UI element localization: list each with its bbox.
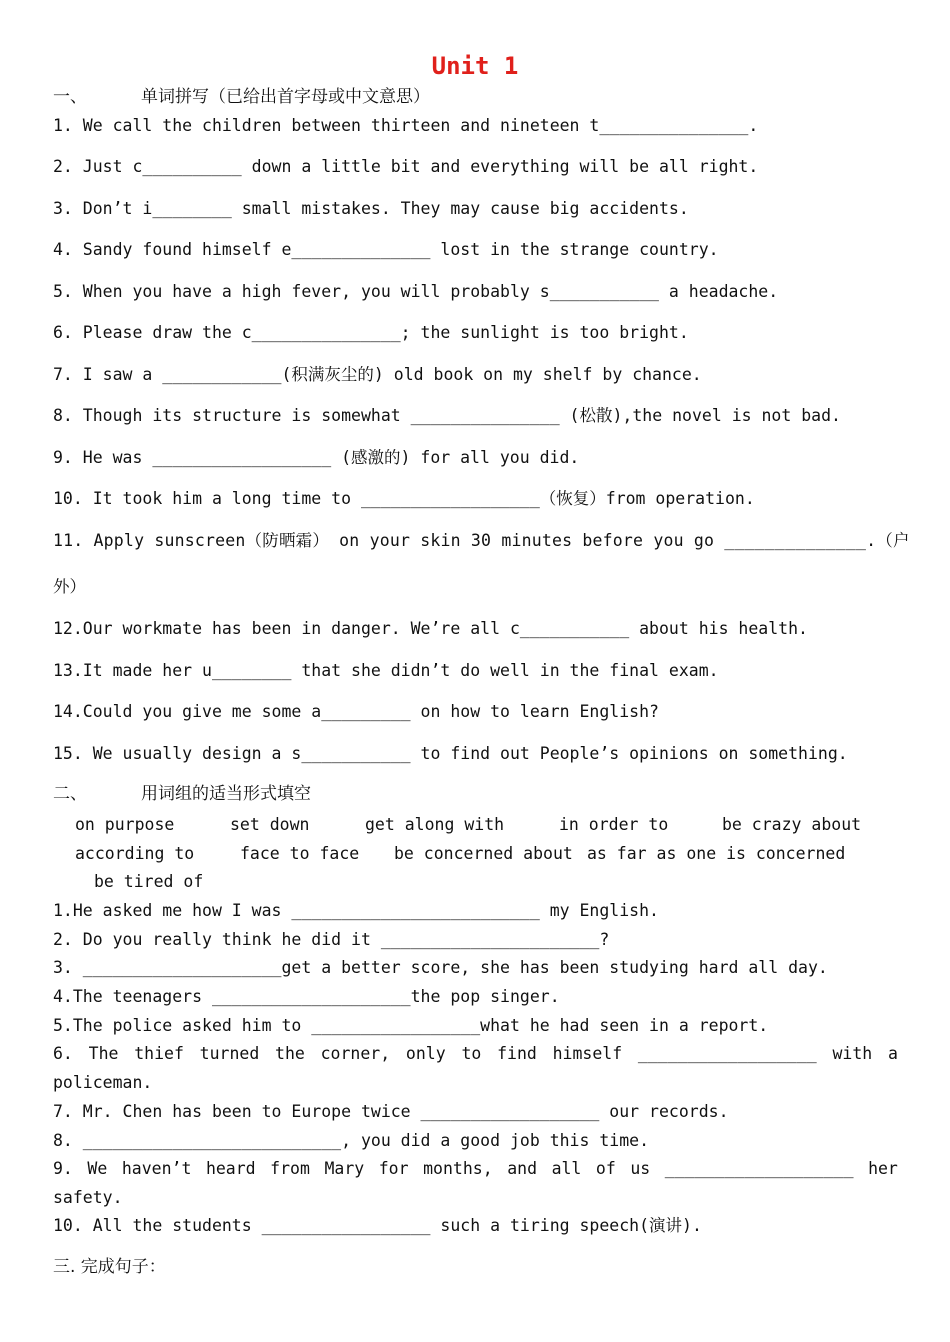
s1-item-10: 10. It took him a long time to __________________（恢复）from operation. — [53, 489, 755, 508]
s1-item-7: 7. I saw a ____________(积满灰尘的) old book on my shelf by chance. — [53, 365, 702, 384]
s2-item-9-cont: safety. — [53, 1188, 123, 1207]
s2-item9-word: for — [378, 1159, 409, 1178]
s2-item6-word: find — [497, 1044, 537, 1063]
s2-item-3: 3. ____________________get a better score, she has been studying hard all day. — [53, 958, 828, 977]
s2-item-10: 10. All the students _________________ such a tiring speech(演讲). — [53, 1216, 702, 1235]
s2-item6-word: only — [405, 1044, 446, 1063]
s2-item-2: 2. Do you really think he did it ______________________? — [53, 930, 610, 949]
s2-item6-word: turned — [199, 1044, 260, 1063]
phrase-according-to: according to — [75, 844, 195, 863]
s2-item-7: 7. Mr. Chen has been to Europe twice __________________ our records. — [53, 1102, 729, 1121]
s2-item9-word: all — [551, 1159, 582, 1178]
s1-item-12: 12.Our workmate has been in danger. We’re all c___________ about his health. — [53, 619, 808, 638]
s1-item-2: 2. Just c__________ down a little bit and everything will be all right. — [53, 157, 759, 176]
s2-item9-word: months, — [423, 1159, 493, 1178]
s2-item9-word: from — [270, 1159, 310, 1178]
s2-item-4: 4.The teenagers ____________________the pop singer. — [53, 987, 560, 1006]
s2-item9-blank: ___________________ — [664, 1159, 854, 1178]
s2-item9-word: We — [87, 1159, 108, 1178]
section1-heading-text: 单词拼写（已给出首字母或中文意思） — [141, 87, 430, 107]
s1-item-8: 8. Though its structure is somewhat _______________ (松散),the novel is not bad. — [53, 406, 841, 425]
s2-item-1: 1.He asked me how I was _________________________ my English. — [53, 901, 659, 920]
phrase-be-concerned-about: be concerned about — [394, 844, 573, 863]
phrase-in-order-to: in order to — [559, 815, 669, 834]
s2-item-6-cont: policeman. — [53, 1073, 153, 1092]
phrase-as-far-as-one-is-concerned: as far as one is concerned — [587, 844, 846, 863]
section2-heading — [53, 782, 311, 806]
s2-item6-word: the — [275, 1044, 305, 1063]
s2-item6-word: a — [888, 1044, 898, 1063]
s1-item-1: 1. We call the children between thirteen and nineteen t_______________. — [53, 116, 759, 135]
s1-item-5: 5. When you have a high fever, you will probably s___________ a headache. — [53, 282, 779, 301]
phrase-be-tired-of: be tired of — [94, 872, 204, 891]
s2-item9-word: Mary — [324, 1159, 365, 1178]
s2-item-9 — [53, 1158, 898, 1180]
s2-item9-word: us — [630, 1159, 651, 1178]
s2-item-8: 8. __________________________, you did a good job this time. — [53, 1131, 650, 1150]
s2-item9-word: and — [507, 1159, 538, 1178]
s1-item-14: 14.Could you give me some a_________ on how to learn English? — [53, 702, 659, 721]
s2-item-5: 5.The police asked him to _________________what he had seen in a report. — [53, 1016, 769, 1035]
phrase-be-crazy-about: be crazy about — [722, 815, 862, 834]
s2-item6-word: corner, — [320, 1044, 391, 1063]
s2-item9-word: 9. — [53, 1159, 73, 1178]
s2-item6-blank: __________________ — [637, 1044, 817, 1063]
phrase-face-to-face: face to face — [240, 844, 360, 863]
phrase-on-purpose: on purpose — [75, 815, 175, 834]
s1-item-15: 15. We usually design a s___________ to find out People’s opinions on something. — [53, 744, 848, 763]
s1-item-6: 6. Please draw the c_______________; the sunlight is too bright. — [53, 323, 689, 342]
s1-item-4: 4. Sandy found himself e______________ lost in the strange country. — [53, 240, 719, 259]
s2-item-6 — [53, 1043, 898, 1065]
unit-title: Unit 1 — [431, 52, 519, 80]
s2-item6-word: himself — [552, 1044, 623, 1063]
phrase-set-down: set down — [230, 815, 310, 834]
s1-item-11: 11. Apply sunscreen（防晒霜） on your skin 30 minutes before you go ______________.（户 — [53, 531, 910, 550]
section2-heading-text: 用词组的适当形式填空 — [141, 784, 311, 804]
section2-heading-num: 二、 — [53, 784, 87, 804]
s1-item-13: 13.It made her u________ that she didn’t do well in the final exam. — [53, 661, 719, 680]
s1-item-9: 9. He was __________________ (感激的) for all you did. — [53, 448, 580, 467]
phrase-get-along-with: get along with — [365, 815, 505, 834]
s2-item6-word: to — [461, 1044, 482, 1063]
s2-item6-word: thief — [134, 1044, 184, 1063]
s2-item9-word: of — [595, 1159, 616, 1178]
section1-heading-num: 一、 — [53, 87, 87, 107]
section1-heading — [53, 85, 430, 109]
s2-item9-word: heard — [205, 1159, 256, 1178]
s2-item6-word: with — [832, 1044, 873, 1063]
s1-item-3: 3. Don’t i________ small mistakes. They may cause big accidents. — [53, 199, 689, 218]
section3-heading: 三. 完成句子： — [53, 1257, 166, 1277]
s2-item6-word: 6. — [53, 1044, 73, 1063]
s2-item9-word: her — [868, 1159, 898, 1178]
s2-item9-word: haven’t — [121, 1159, 192, 1178]
s1-item-11-cont: 外） — [53, 577, 86, 596]
s2-item6-word: The — [88, 1044, 119, 1063]
